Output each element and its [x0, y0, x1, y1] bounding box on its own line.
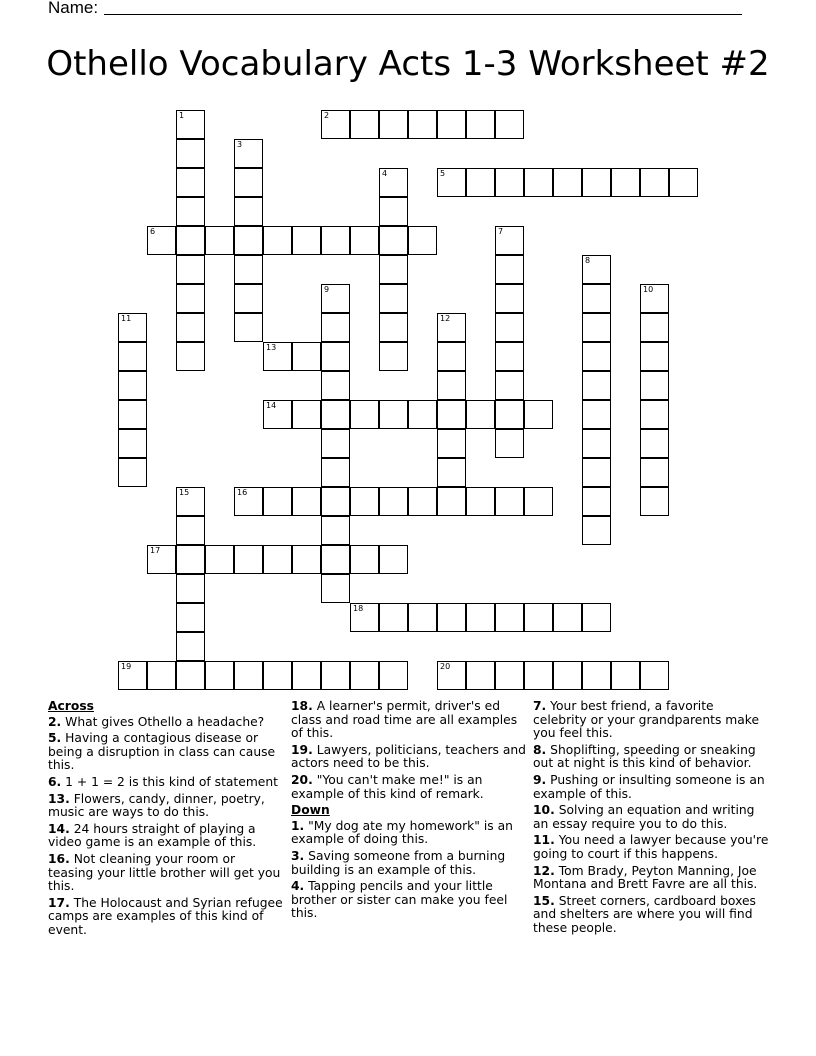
crossword-cell[interactable]	[640, 371, 669, 400]
crossword-cell[interactable]	[292, 487, 321, 516]
crossword-cell[interactable]	[495, 400, 524, 429]
crossword-cell[interactable]	[582, 400, 611, 429]
crossword-cell[interactable]	[582, 516, 611, 545]
crossword-cell[interactable]	[640, 429, 669, 458]
crossword-cell[interactable]	[321, 429, 350, 458]
cell-number: 12	[440, 314, 451, 323]
crossword-cell[interactable]	[379, 255, 408, 284]
crossword-cell[interactable]	[321, 110, 350, 139]
crossword-cell[interactable]	[437, 487, 466, 516]
crossword-cell[interactable]	[495, 226, 524, 255]
crossword-cell[interactable]	[350, 545, 379, 574]
clue-text: Not cleaning your room or teasing your little brother will get you this.	[48, 851, 281, 894]
down-clue	[291, 880, 527, 921]
crossword-cell[interactable]	[321, 458, 350, 487]
cell-number: 2	[324, 111, 330, 120]
crossword-cell[interactable]	[379, 284, 408, 313]
crossword-cell[interactable]	[234, 168, 263, 197]
clue-number: 15.	[533, 893, 555, 908]
crossword-cell[interactable]	[379, 603, 408, 632]
crossword-cell[interactable]	[176, 168, 205, 197]
crossword-cell[interactable]	[379, 110, 408, 139]
crossword-cell[interactable]	[263, 342, 292, 371]
crossword-cell[interactable]	[495, 661, 524, 690]
crossword-cell[interactable]	[611, 661, 640, 690]
crossword-cell[interactable]	[466, 168, 495, 197]
crossword-cell[interactable]	[176, 110, 205, 139]
crossword-cell[interactable]	[350, 487, 379, 516]
crossword-cell[interactable]	[321, 487, 350, 516]
clue-number: 6.	[48, 774, 62, 789]
crossword-cell[interactable]	[176, 632, 205, 661]
crossword-cell[interactable]	[437, 458, 466, 487]
crossword-cell[interactable]	[263, 487, 292, 516]
crossword-cell[interactable]	[321, 545, 350, 574]
crossword-cell[interactable]	[118, 313, 147, 342]
crossword-cell[interactable]	[582, 429, 611, 458]
crossword-cell[interactable]	[321, 574, 350, 603]
crossword-cell[interactable]	[495, 284, 524, 313]
crossword-cell[interactable]	[379, 661, 408, 690]
crossword-cell[interactable]	[321, 371, 350, 400]
crossword-cell[interactable]	[321, 313, 350, 342]
clue-number: 2.	[48, 714, 62, 729]
crossword-cell[interactable]	[350, 603, 379, 632]
across-clue	[48, 776, 284, 790]
clue-number: 5.	[48, 731, 62, 746]
crossword-cell[interactable]	[321, 516, 350, 545]
crossword-cell[interactable]	[582, 487, 611, 516]
crossword-cell[interactable]	[176, 313, 205, 342]
crossword-cell[interactable]	[292, 400, 321, 429]
clue-text: What gives Othello a headache?	[65, 714, 265, 729]
crossword-cell[interactable]	[234, 313, 263, 342]
clue-text: 1 + 1 = 2 is this kind of statement	[65, 774, 278, 789]
crossword-cell[interactable]	[582, 661, 611, 690]
clue-number: 8.	[533, 742, 547, 757]
crossword-cell[interactable]	[582, 371, 611, 400]
crossword-cell[interactable]	[582, 603, 611, 632]
clue-number: 19.	[291, 742, 313, 757]
clue-text: Tom Brady, Peyton Manning, Joe Montana and Brett Favre are all this.	[533, 863, 758, 892]
crossword-cell[interactable]	[176, 516, 205, 545]
crossword-cell[interactable]	[176, 139, 205, 168]
crossword-cell[interactable]	[553, 661, 582, 690]
crossword-cell[interactable]	[640, 342, 669, 371]
across-clue	[48, 853, 284, 894]
clue-text: Street corners, cardboard boxes and shelters are where you will find these people.	[533, 893, 756, 935]
crossword-cell[interactable]	[263, 226, 292, 255]
crossword-cell[interactable]	[118, 458, 147, 487]
crossword-cell[interactable]	[350, 110, 379, 139]
crossword-cell[interactable]	[147, 661, 176, 690]
cell-number: 6	[150, 227, 156, 236]
clue-text: You need a lawyer because you're going to court if this happens.	[533, 833, 769, 861]
down-clue	[533, 700, 769, 741]
crossword-cell[interactable]	[437, 603, 466, 632]
clue-text: Shoplifting, speeding or sneaking out at night is this kind of behavior.	[533, 742, 756, 771]
crossword-cell[interactable]	[350, 400, 379, 429]
name-label: Name:	[48, 0, 99, 17]
crossword-cell[interactable]	[437, 429, 466, 458]
crossword-cell[interactable]	[292, 226, 321, 255]
crossword-cell[interactable]	[524, 400, 553, 429]
clue-text: Saving someone from a burning building is an example of this.	[291, 848, 506, 877]
clue-number: 16.	[48, 851, 70, 866]
crossword-cell[interactable]	[350, 661, 379, 690]
clue-text: The Holocaust and Syrian refugee camps are examples of this kind of event.	[48, 895, 283, 937]
crossword-cell[interactable]	[582, 313, 611, 342]
crossword-cell[interactable]	[466, 110, 495, 139]
crossword-cell[interactable]	[582, 342, 611, 371]
crossword-cell[interactable]	[234, 197, 263, 226]
crossword-cell[interactable]	[524, 168, 553, 197]
crossword-cell[interactable]	[582, 255, 611, 284]
crossword-cell[interactable]	[234, 661, 263, 690]
clue-number: 17.	[48, 895, 70, 910]
crossword-cell[interactable]	[437, 400, 466, 429]
crossword-cell[interactable]	[292, 545, 321, 574]
cell-number: 4	[382, 169, 388, 178]
clue-text: A learner's permit, driver's ed class and road time are all examples of this.	[291, 699, 518, 741]
clue-number: 18.	[291, 699, 313, 713]
cell-number: 20	[440, 662, 451, 671]
clue-number: 13.	[48, 791, 70, 806]
crossword-cell[interactable]	[640, 168, 669, 197]
clue-text: Lawyers, politicians, teachers and actors need to be this.	[291, 742, 526, 771]
crossword-cell[interactable]	[437, 371, 466, 400]
crossword-cell[interactable]	[379, 197, 408, 226]
crossword-cell[interactable]	[466, 400, 495, 429]
crossword-cell[interactable]	[379, 400, 408, 429]
across-clue	[48, 732, 284, 773]
crossword-cell[interactable]	[582, 168, 611, 197]
clue-number: 7.	[533, 699, 547, 713]
crossword-cell[interactable]	[234, 487, 263, 516]
crossword-cell[interactable]	[350, 226, 379, 255]
crossword-cell[interactable]	[495, 371, 524, 400]
crossword-cell[interactable]	[176, 574, 205, 603]
crossword-cell[interactable]	[582, 284, 611, 313]
crossword-cell[interactable]	[263, 400, 292, 429]
cell-number: 13	[266, 343, 277, 352]
crossword-cell[interactable]	[234, 226, 263, 255]
crossword-cell[interactable]	[437, 168, 466, 197]
cell-number: 11	[121, 314, 132, 323]
down-clue	[533, 834, 769, 861]
crossword-cell[interactable]	[321, 226, 350, 255]
clue-text: Flowers, candy, dinner, poetry, music are ways to do this.	[48, 791, 265, 820]
crossword-cell[interactable]	[466, 603, 495, 632]
crossword-cell[interactable]	[379, 226, 408, 255]
crossword-cell[interactable]	[408, 110, 437, 139]
crossword-cell[interactable]	[321, 284, 350, 313]
crossword-cell[interactable]	[176, 603, 205, 632]
cell-number: 15	[179, 488, 190, 497]
crossword-cell[interactable]	[234, 545, 263, 574]
crossword-cell[interactable]	[176, 661, 205, 690]
clue-column-1	[48, 700, 284, 941]
crossword-cell[interactable]	[118, 429, 147, 458]
crossword-cell[interactable]	[611, 168, 640, 197]
down-clue	[291, 820, 527, 847]
crossword-cell[interactable]	[292, 342, 321, 371]
crossword-cell[interactable]	[437, 342, 466, 371]
crossword-cell[interactable]	[640, 487, 669, 516]
crossword-cell[interactable]	[118, 342, 147, 371]
crossword-cell[interactable]	[263, 545, 292, 574]
crossword-cell[interactable]	[495, 313, 524, 342]
crossword-cell[interactable]	[321, 661, 350, 690]
crossword-cell[interactable]	[263, 661, 292, 690]
crossword-cell[interactable]	[495, 429, 524, 458]
clue-text: Solving an equation and writing an essay require you to do this.	[533, 803, 755, 831]
across-clue	[48, 823, 284, 850]
crossword-cell[interactable]	[176, 545, 205, 574]
crossword-cell[interactable]	[408, 487, 437, 516]
across-heading: Across	[48, 699, 94, 713]
crossword-cell[interactable]	[205, 661, 234, 690]
crossword-cell[interactable]	[379, 487, 408, 516]
crossword-cell[interactable]	[640, 400, 669, 429]
crossword-cell[interactable]	[466, 487, 495, 516]
crossword-cell[interactable]	[408, 226, 437, 255]
crossword-cell[interactable]	[640, 458, 669, 487]
crossword-cell[interactable]	[176, 197, 205, 226]
crossword-cell[interactable]	[118, 371, 147, 400]
crossword-cell[interactable]	[176, 284, 205, 313]
clue-column-3	[533, 700, 769, 939]
clue-number: 14.	[48, 821, 70, 836]
crossword-cell[interactable]	[379, 168, 408, 197]
clue-text: Your best friend, a favorite celebrity or your grandparents make you feel this.	[533, 699, 760, 741]
clue-number: 1.	[291, 818, 305, 833]
clue-number: 11.	[533, 833, 555, 848]
crossword-cell[interactable]	[118, 400, 147, 429]
cell-number: 8	[585, 256, 591, 265]
down-clue	[533, 865, 769, 892]
crossword-cell[interactable]	[495, 110, 524, 139]
clue-text: Having a contagious disease or being a disruption in class can cause this.	[48, 731, 276, 773]
clue-column-2	[291, 700, 527, 924]
cell-number: 9	[324, 285, 330, 294]
crossword-cell[interactable]	[437, 661, 466, 690]
crossword-cell[interactable]	[437, 110, 466, 139]
crossword-cell[interactable]	[408, 603, 437, 632]
cell-number: 1	[179, 111, 185, 120]
crossword-cell[interactable]	[321, 400, 350, 429]
clue-text: Pushing or insulting someone is an example of this.	[533, 772, 765, 801]
cell-number: 10	[643, 285, 654, 294]
crossword-cell[interactable]	[495, 342, 524, 371]
cell-number: 16	[237, 488, 248, 497]
crossword-cell[interactable]	[205, 545, 234, 574]
crossword-cell[interactable]	[553, 168, 582, 197]
across-clue	[291, 700, 527, 741]
crossword-cell[interactable]	[640, 313, 669, 342]
down-clue	[533, 744, 769, 771]
cell-number: 7	[498, 227, 504, 236]
crossword-cell[interactable]	[176, 255, 205, 284]
down-clue	[533, 774, 769, 801]
crossword-cell[interactable]	[640, 661, 669, 690]
crossword-cell[interactable]	[582, 458, 611, 487]
crossword-cell[interactable]	[495, 603, 524, 632]
crossword-cell[interactable]	[408, 400, 437, 429]
clue-number: 10.	[533, 803, 555, 818]
crossword-cell[interactable]	[176, 226, 205, 255]
crossword-cell[interactable]	[176, 487, 205, 516]
crossword-cell[interactable]	[437, 313, 466, 342]
clue-number: 20.	[291, 772, 313, 787]
across-clue	[48, 897, 284, 938]
crossword-cell[interactable]	[466, 661, 495, 690]
crossword-cell[interactable]	[640, 284, 669, 313]
crossword-cell[interactable]	[234, 255, 263, 284]
crossword-cell[interactable]	[379, 545, 408, 574]
crossword-cell[interactable]	[292, 661, 321, 690]
crossword-cell[interactable]	[524, 661, 553, 690]
crossword-cell[interactable]	[176, 342, 205, 371]
down-heading: Down	[291, 803, 330, 818]
crossword-cell[interactable]	[205, 226, 234, 255]
cell-number: 19	[121, 662, 132, 671]
clue-text: "My dog ate my homework" is an example of doing this.	[291, 818, 513, 847]
crossword-cell[interactable]	[321, 342, 350, 371]
clue-number: 3.	[291, 848, 305, 863]
crossword-cell[interactable]	[118, 661, 147, 690]
crossword-cell[interactable]	[147, 226, 176, 255]
clue-text: 24 hours straight of playing a video game is an example of this.	[48, 821, 257, 850]
crossword-cell[interactable]	[379, 342, 408, 371]
cell-number: 5	[440, 169, 446, 178]
crossword-cell[interactable]	[379, 313, 408, 342]
cell-number: 14	[266, 401, 277, 410]
across-clue	[48, 716, 284, 730]
crossword-cell[interactable]	[495, 168, 524, 197]
worksheet-title: Othello Vocabulary Acts 1-3 Worksheet #2	[46, 44, 770, 84]
crossword-cell[interactable]	[147, 545, 176, 574]
cell-number: 3	[237, 140, 243, 149]
crossword-cell[interactable]	[234, 284, 263, 313]
clue-number: 9.	[533, 772, 547, 787]
crossword-cell[interactable]	[524, 603, 553, 632]
clue-number: 12.	[533, 863, 555, 878]
down-clue	[533, 804, 769, 831]
crossword-cell[interactable]	[669, 168, 698, 197]
crossword-cell[interactable]	[495, 487, 524, 516]
cell-number: 17	[150, 546, 161, 555]
across-clue	[48, 793, 284, 820]
crossword-cell[interactable]	[553, 603, 582, 632]
crossword-cell[interactable]	[495, 255, 524, 284]
across-clue	[291, 774, 527, 801]
crossword-cell[interactable]	[524, 487, 553, 516]
cell-number: 18	[353, 604, 364, 613]
clue-text: "You can't make me!" is an example of this kind of remark.	[291, 772, 484, 801]
down-clue	[533, 895, 769, 936]
across-clue	[291, 744, 527, 771]
clue-number: 4.	[291, 879, 305, 894]
clue-text: Tapping pencils and your little brother or sister can make you feel this.	[291, 879, 508, 921]
crossword-cell[interactable]	[234, 139, 263, 168]
down-clue	[291, 850, 527, 877]
